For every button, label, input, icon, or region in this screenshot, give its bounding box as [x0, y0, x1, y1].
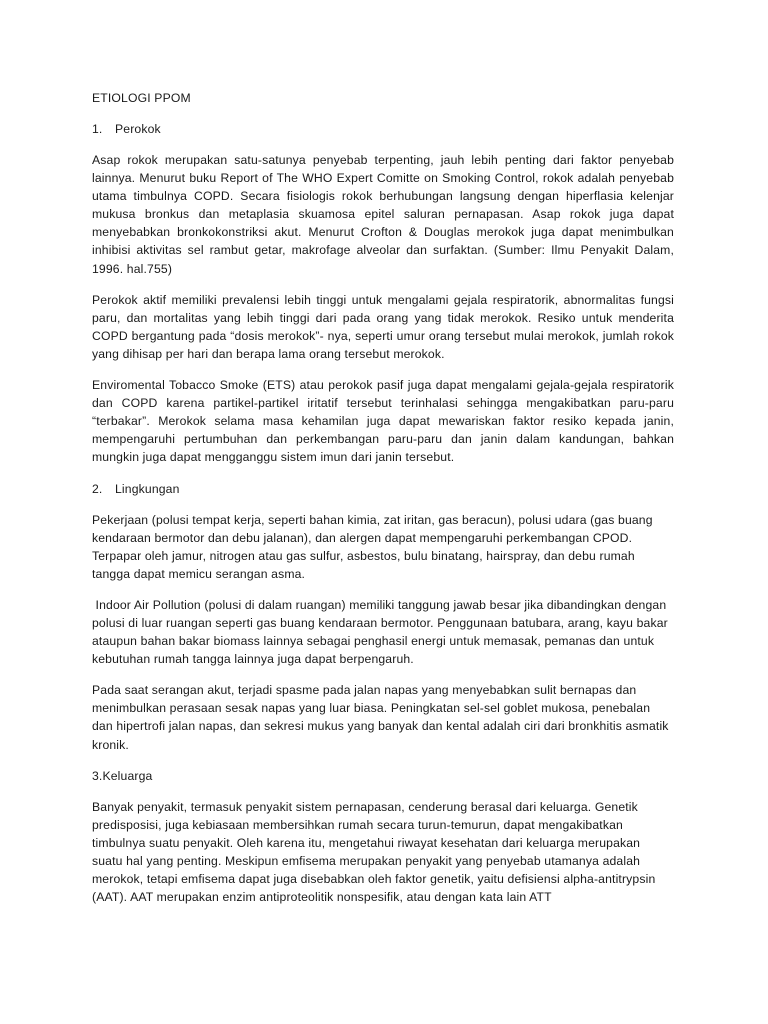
section-heading-keluarga — [92, 767, 674, 785]
section-number: 3. — [92, 768, 103, 783]
section-number: 2. — [92, 481, 103, 496]
section-label: Lingkungan — [115, 481, 180, 496]
section-label: Perokok — [115, 122, 161, 136]
paragraph: Pada saat serangan akut, terjadi spasme pada jalan napas yang menyebabkan sulit bernapas dan menimbulkan perasaan sesak napas yang luar biasa. Peningkatan sel-sel goblet mukosa, penebalan dan hipertrofi jalan napas, dan sekresi mukus yang banyak dan kental adalah ciri dari bronkhitis asmatik kronik. — [92, 683, 669, 752]
paragraph: Banyak penyakit, termasuk penyakit sistem pernapasan, cenderung berasal dari keluarga. Genetik predisposisi, juga kebiasaan membersihkan rumah secara turun-temurun, dapat mengakibatkan timbulnya suatu penyakit. Oleh karena itu, mengetahui riwayat kesehatan dari keluarga merupakan suatu hal yang penting. Meskipun emfisema merupakan penyakit yang penyebab utamanya adalah merokok, tetapi emfisema dapat juga disebabkan oleh faktor genetik, yaitu defisiensi alpha-antitrypsin (AAT). AAT merupakan enzim antiproteolitik nonspesifik, atau dengan kata lain ATT — [92, 799, 656, 905]
paragraph: Enviromental Tobacco Smoke (ETS) atau perokok pasif juga dapat mengalami gejala-gejala respiratorik dan COPD karena partikel-partikel iritatif tersebut terinhalasi sehingga mengakibatkan paru-paru “terbakar”. Merokok selama masa kehamilan juga dapat mewariskan faktor resiko kepada janin, mempengaruhi pertumbuhan dan perkembangan paru-paru dan janin dalam kandungan, bahkan mungkin juga dapat mengganggu sistem imun dari janin tersebut. — [92, 378, 674, 465]
section-heading-perokok — [92, 120, 674, 138]
paragraph: Indoor Air Pollution (polusi di dalam ruangan) memiliki tanggung jawab besar jika dibandingkan dengan polusi di luar ruangan seperti gas buang kendaraan bermotor. Penggunaan batubara, arang, kayu bakar ataupun bahan bakar biomass lainnya sebagai penghasil energi untuk memasak, pemanas dan untuk kebutuhan rumah tangga lainnya juga dapat berpengaruh. — [92, 597, 672, 667]
document-body — [92, 89, 674, 906]
paragraph: Perokok aktif memiliki prevalensi lebih tinggi untuk mengalami gejala respiratorik, abnormalitas fungsi paru, dan mortalitas yang lebih tinggi dari pada orang yang tidak merokok. Resiko untuk menderita COPD bergantung pada “dosis merokok”- nya, seperti umur orang tersebut mulai merokok, jumlah rokok yang dihisap per hari dan berapa lama orang tersebut merokok. — [92, 292, 674, 361]
document-title: ETIOLOGI PPOM — [92, 91, 191, 105]
paragraph: Pekerjaan (polusi tempat kerja, seperti bahan kimia, zat iritan, gas beracun), polusi udara (gas buang kendaraan bermotor dan debu jalanan), dan alergen dapat mempengaruhi perkembangan CPOD. Terpapar oleh jamur, nitrogen atau gas sulfur, asbestos, bulu binatang, hairspray, dan debu rumah tangga dapat memicu serangan asma. — [92, 512, 653, 581]
section-label: Keluarga — [102, 768, 153, 783]
section-heading-lingkungan — [92, 480, 674, 498]
section-number: 1. — [92, 122, 103, 136]
paragraph: Asap rokok merupakan satu-satunya penyebab terpenting, jauh lebih penting dari faktor penyebab lainnya. Menurut buku Report of The WHO Expert Comitte on Smoking Control, rokok adalah penyebab utama timbulnya COPD. Secara fisiologis rokok berhubungan langsung dengan hiperflasia kelenjar mukusa bronkus dan metaplasia skuamosa epitel saluran pernapasan. Asap rokok juga dapat menyebabkan bronkokonstriksi akut. Menurut Crofton & Douglas merokok juga dapat menimbulkan inhibisi aktivitas sel rambut getar, makrofage alveolar dan surfaktan. (Sumber: Ilmu Penyakit Dalam, 1996. hal.755) — [92, 153, 674, 276]
